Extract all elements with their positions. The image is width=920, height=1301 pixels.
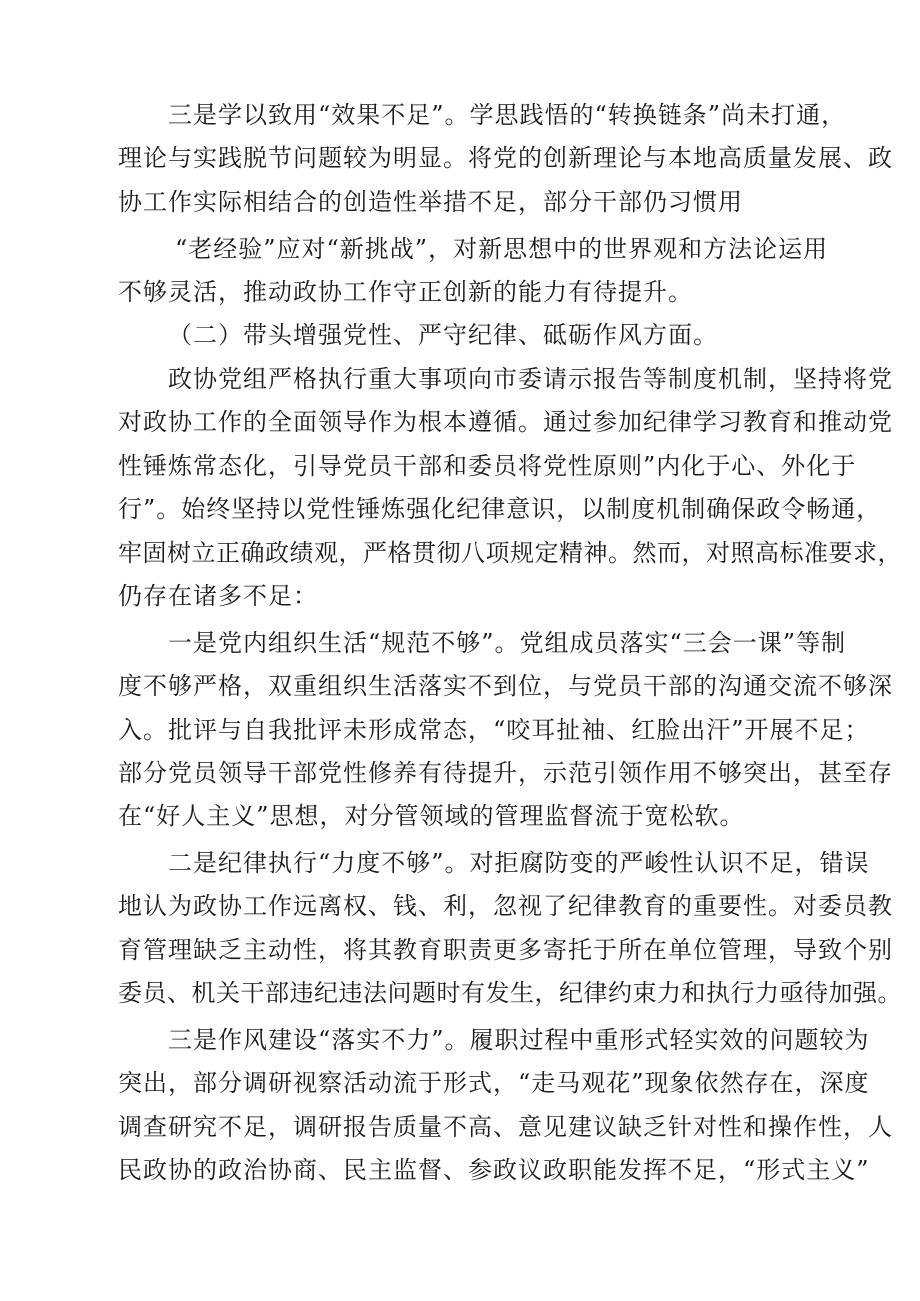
text-line: 委员、机关干部违纪违法问题时有发生，纪律约束力和执行力亟待加强。 [118, 979, 902, 1007]
text-line: 不够灵活，推动政协工作守正创新的能力有待提升。 [118, 278, 693, 306]
text-line: “老经验”应对“新挑战”，对新思想中的世界观和方法论运用 [175, 235, 829, 263]
text-line: 突出，部分调研视察活动流于形式，“走马观花”现象依然存在，深度 [118, 1069, 870, 1097]
text-line: 民政协的政治协商、民主监督、参政议政职能发挥不足，“形式主义” [118, 1156, 870, 1184]
text-line: 部分党员领导干部党性修养有待提升，示范引领作用不够突出，甚至存 [118, 759, 893, 787]
text-line: 入。批评与自我批评未形成常态，“咬耳扯袖、红脸出汗”开展不足； [118, 716, 870, 744]
text-line: 政协党组严格执行重大事项向市委请示报告等制度机制，坚持将党 [168, 365, 893, 393]
text-line: 育管理缺乏主动性，将其教育职责更多寄托于所在单位管理，导致个别 [118, 936, 893, 964]
text-line: 性锤炼常态化，引导党员干部和委员将党性原则”内化于心、外化于 [118, 452, 857, 480]
text-line: 三是学以致用“效果不足”。学思践悟的“转换链条”尚未打通， [168, 101, 847, 129]
text-line: 仍存在诸多不足： [118, 582, 318, 610]
text-line: 协工作实际相结合的创造性举措不足，部分干部仍习惯用 [118, 188, 743, 216]
text-line: 理论与实践脱节问题较为明显。将党的创新理论与本地高质量发展、政 [118, 144, 893, 172]
text-line: 对政协工作的全面领导作为根本遵循。通过参加纪律学习教育和推动党 [118, 408, 893, 436]
text-line: 行”。始终坚持以党性锤炼强化纪律意识，以制度机制确保政令畅通， [118, 495, 882, 523]
text-line: 牢固树立正确政绩观，严格贯彻八项规定精神。然而，对照高标准要求， [118, 539, 902, 567]
text-line: 二是纪律执行“力度不够”。对拒腐防变的严峻性认识不足，错误 [168, 849, 870, 877]
text-line: 在“好人主义”思想，对分管领域的管理监督流于宽松软。 [118, 802, 745, 830]
text-line: 地认为政协工作远离权、钱、利，忽视了纪律教育的重要性。对委员教 [118, 892, 893, 920]
text-line: 度不够严格，双重组织生活落实不到位，与党员干部的沟通交流不够深 [118, 672, 893, 700]
section-heading: （二）带头增强党性、严守纪律、砥砺作风方面。 [168, 321, 718, 349]
text-line: 三是作风建设“落实不力”。履职过程中重形式轻实效的问题较为 [168, 1026, 870, 1054]
text-line: 一是党内组织生活“规范不够”。党组成员落实“三会一课”等制 [168, 629, 847, 657]
text-line: 调查研究不足，调研报告质量不高、意见建议缺乏针对性和操作性，人 [118, 1113, 893, 1141]
